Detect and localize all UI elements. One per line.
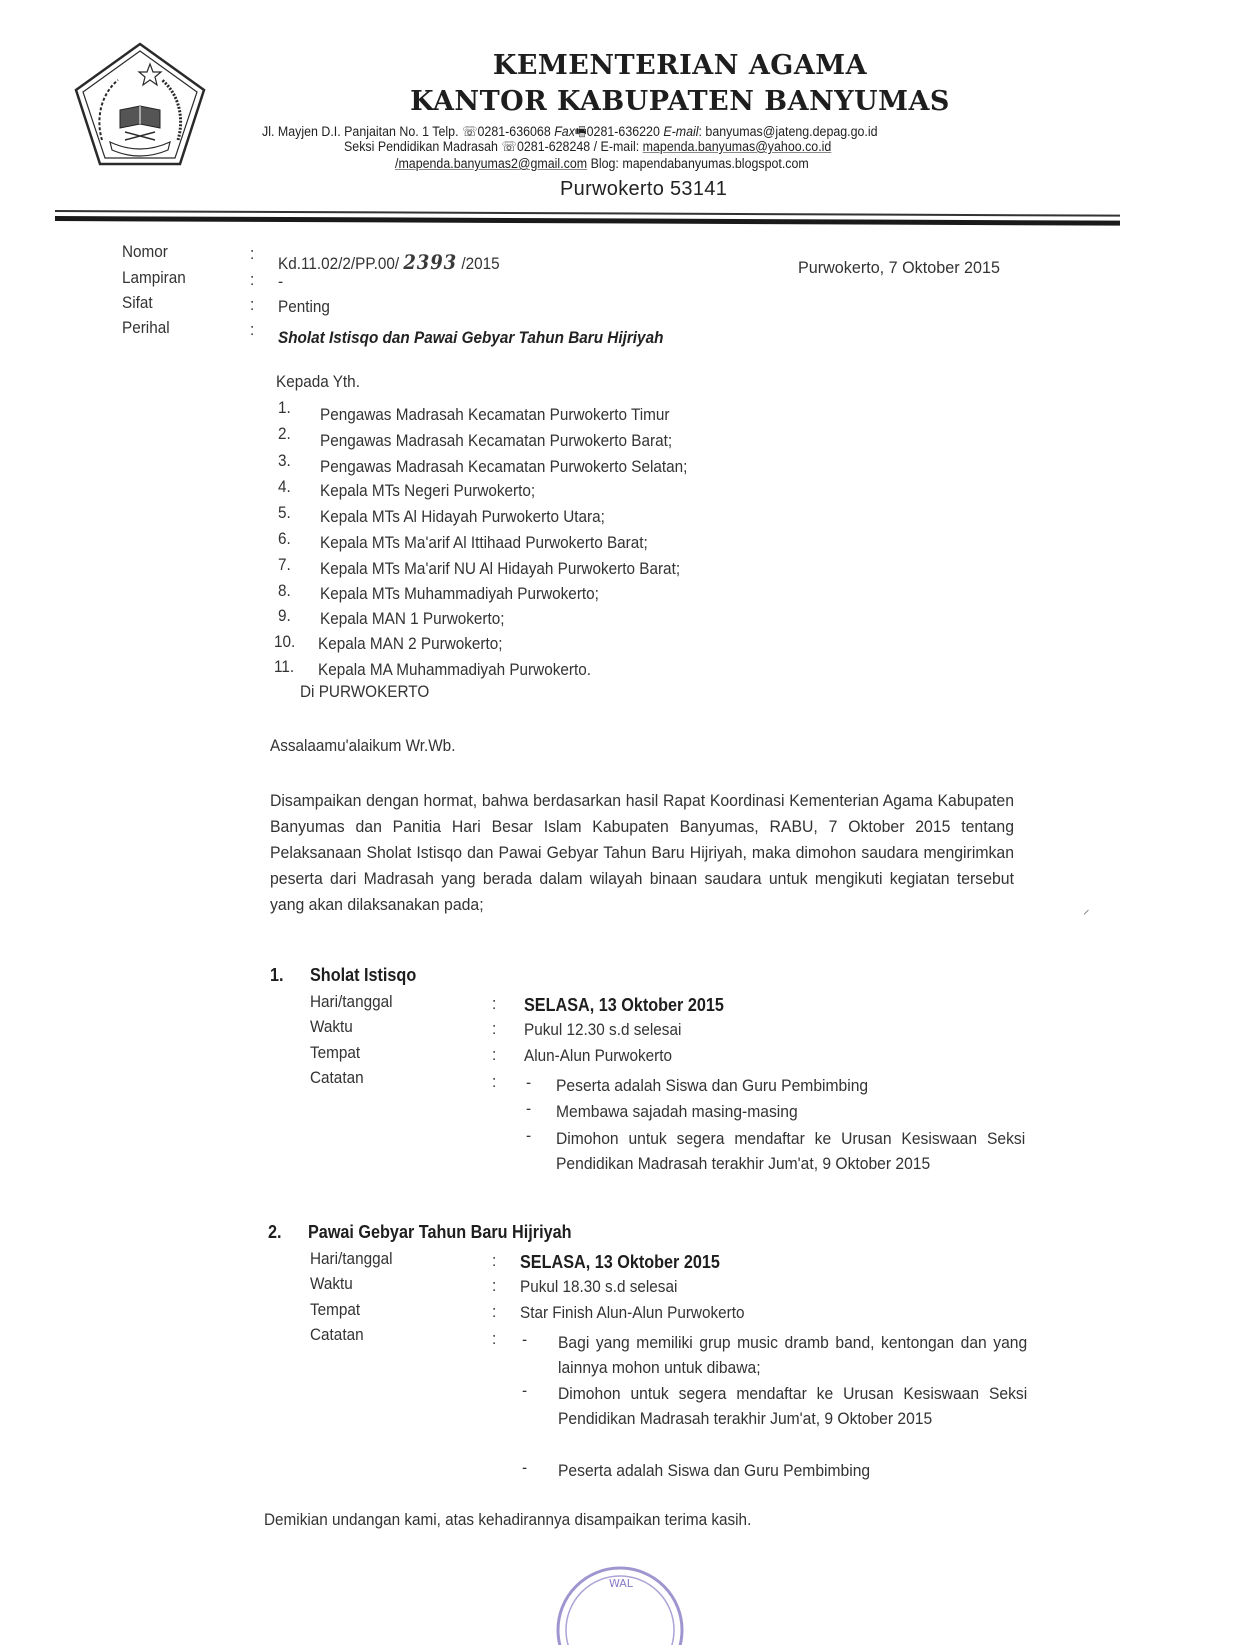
list-item: Kepala MAN 2 Purwokerto; (318, 634, 503, 653)
phone-icon: ☏ (461, 124, 478, 139)
office-name: KANTOR KABUPATEN BANYUMAS (410, 86, 950, 117)
colon: : (492, 1329, 497, 1348)
list-item-number: 4. (278, 477, 291, 496)
list-item-number: 1. (278, 398, 291, 417)
nomor-handwritten: 2393 (403, 250, 458, 274)
email-label: E-mail (663, 124, 699, 139)
lampiran-value: - (278, 272, 284, 291)
list-item-number: 8. (278, 581, 291, 600)
phone-icon: ☏ (501, 139, 517, 154)
event-date: SELASA, 13 Oktober 2015 (520, 1252, 720, 1272)
list-item: Kepala MTs Al Hidayah Purwokerto Utara; (320, 507, 605, 526)
closing-sentence: Demikian undangan kami, atas kehadirannya disampaikan terima kasih. (264, 1510, 752, 1529)
note-bullet: - (522, 1458, 528, 1477)
recipients-intro: Kepada Yth. (276, 372, 360, 391)
event-place: Star Finish Alun-Alun Purwokerto (520, 1303, 745, 1322)
note-bullet: - (522, 1330, 528, 1349)
event-number: 1. (270, 965, 284, 985)
note-item: Bagi yang memiliki grup music dramb band, kentongan dan yang lainnya mohon untuk dibawa; (558, 1333, 1028, 1377)
nomor-label: Nomor (122, 242, 168, 261)
ministry-name: KEMENTERIAN AGAMA (492, 50, 868, 81)
list-item-number: 2. (278, 424, 291, 443)
list-item: Kepala MA Muhammadiyah Purwokerto. (318, 660, 591, 679)
body-paragraph: Disampaikan dengan hormat, bahwa berdasarkan hasil Rapat Koordinasi Kementerian Agama Kabupaten Banyumas dan Panitia Hari Besar Islam Kabupaten Banyumas, RABU, 7 Oktober 2015 tentang Pelaksanaan Sholat Istisqo dan Pawai Gebyar Tahun Baru Hijriyah, maka dimohon saudara mengirimkan peserta dari Madrasah yang berada dalam wilayah binaan saudara untuk mengikuti kegiatan tersebut yang akan dilaksanakan pada; (270, 791, 1014, 914)
address-line-3 (395, 156, 809, 171)
list-item: Pengawas Madrasah Kecamatan Purwokerto Timur (320, 405, 670, 424)
emblem-icon (70, 40, 210, 170)
date-label: Hari/tanggal (310, 1249, 393, 1268)
note-bullet: - (526, 1099, 532, 1118)
place-label: Tempat (310, 1300, 361, 1319)
ministry-emblem-logo (70, 40, 210, 170)
fax-icon: 🖷 (574, 124, 587, 139)
sifat-label: Sifat (122, 293, 153, 312)
colon: : (492, 1019, 497, 1038)
colon: : (492, 1276, 497, 1295)
note-item: Peserta adalah Siswa dan Guru Pembimbing (556, 1076, 869, 1095)
note-item: Dimohon untuk segera mendaftar ke Urusan Kesiswaan Seksi Pendidikan Madrasah terakhir Jum'at, 9 Oktober 2015 (556, 1129, 1026, 1173)
place-date: Purwokerto, 7 Oktober 2015 (798, 258, 1000, 277)
colon: : (492, 1045, 497, 1064)
list-item-number: 11. (274, 657, 295, 676)
list-item-number: 3. (278, 451, 291, 470)
note-item: Peserta adalah Siswa dan Guru Pembimbing (558, 1461, 871, 1480)
section-email-link[interactable]: mapenda.banyumas@yahoo.co.id (642, 139, 832, 154)
event-title: Sholat Istisqo (310, 965, 417, 985)
event-time: Pukul 12.30 s.d selesai (524, 1020, 682, 1039)
colon: : (492, 1251, 497, 1270)
list-item: Pengawas Madrasah Kecamatan Purwokerto Selatan; (320, 457, 688, 476)
letter-number (278, 250, 500, 274)
blog-label: Blog: (590, 156, 619, 171)
fax-number: 0281-636220 (586, 124, 660, 139)
list-item: Kepala MTs Negeri Purwokerto; (320, 481, 536, 500)
place-label: Tempat (310, 1043, 361, 1062)
colon: : (250, 320, 255, 339)
event-place: Alun-Alun Purwokerto (524, 1046, 672, 1065)
address-line-2 (344, 139, 831, 155)
colon: : (492, 1072, 497, 1091)
colon: : (250, 244, 255, 263)
recipient-location: Di PURWOKERTO (300, 682, 430, 701)
list-item-number: 6. (278, 529, 291, 548)
time-label: Waktu (310, 1274, 353, 1293)
event-date: SELASA, 13 Oktober 2015 (524, 995, 724, 1015)
colon: : (250, 270, 255, 289)
colon: : (492, 1302, 497, 1321)
list-item-number: 5. (278, 503, 291, 522)
nomor-suffix: /2015 (461, 254, 500, 273)
section-phone: 0281-628248 / E-mail: (516, 139, 640, 154)
note-item: Dimohon untuk segera mendaftar ke Urusan Kesiswaan Seksi Pendidikan Madrasah terakhir Jum'at, 9 Oktober 2015 (558, 1384, 1028, 1428)
time-label: Waktu (310, 1017, 353, 1036)
phone-number: 0281-636068 (477, 124, 551, 139)
city-postal-code: Purwokerto 53141 (560, 178, 728, 200)
note-bullet: - (526, 1073, 532, 1092)
event-number: 2. (268, 1222, 282, 1242)
greeting: Assalaamu'alaikum Wr.Wb. (270, 736, 456, 755)
list-item-number: 9. (278, 606, 291, 625)
notes-label: Catatan (310, 1325, 364, 1344)
list-item: Kepala MTs Ma'arif Al Ittihaad Purwokerto Barat; (320, 533, 648, 552)
list-item: Kepala MAN 1 Purwokerto; (320, 609, 505, 628)
letterhead-divider-thick (55, 216, 1120, 226)
blog-url: mapendabanyumas.blogspot.com (622, 156, 809, 171)
perihal-subject: Sholat Istisqo dan Pawai Gebyar Tahun Baru Hijriyah (278, 328, 664, 347)
fax-label: Fax (554, 124, 575, 139)
stamp-icon (545, 1555, 695, 1645)
list-item: Kepala MTs Ma'arif NU Al Hidayah Purwokerto Barat; (320, 559, 681, 578)
list-item: Kepala MTs Muhammadiyah Purwokerto; (320, 584, 599, 603)
note-item: Membawa sajadah masing-masing (556, 1102, 798, 1121)
official-stamp (545, 1555, 695, 1645)
note-bullet: - (522, 1381, 528, 1400)
colon: : (250, 295, 255, 314)
letterhead-divider-thin (55, 210, 1120, 217)
colon: : (492, 994, 497, 1013)
section-name: Seksi Pendidikan Madrasah (344, 139, 498, 154)
lampiran-label: Lampiran (122, 268, 186, 287)
date-label: Hari/tanggal (310, 992, 393, 1011)
note-bullet: - (526, 1126, 532, 1145)
event-time: Pukul 18.30 s.d selesai (520, 1277, 678, 1296)
list-item-number: 10. (274, 632, 296, 651)
list-item-number: 7. (278, 555, 291, 574)
svg-text:WAL: WAL (609, 1577, 633, 1590)
section-email2-link[interactable]: /mapenda.banyumas2@gmail.com (395, 156, 588, 171)
nomor-prefix: Kd.11.02/2/PP.00/ (278, 254, 400, 273)
notes-label: Catatan (310, 1068, 364, 1087)
email-address: : banyumas@jateng.depag.go.id (698, 124, 878, 139)
margin-mark: ⸍ (1083, 907, 1090, 922)
street-address: Jl. Mayjen D.I. Panjaitan No. 1 Telp. (262, 124, 459, 139)
list-item: Pengawas Madrasah Kecamatan Purwokerto Barat; (320, 431, 673, 450)
sifat-value: Penting (278, 297, 330, 316)
perihal-label: Perihal (122, 318, 170, 337)
event-title: Pawai Gebyar Tahun Baru Hijriyah (308, 1222, 572, 1242)
